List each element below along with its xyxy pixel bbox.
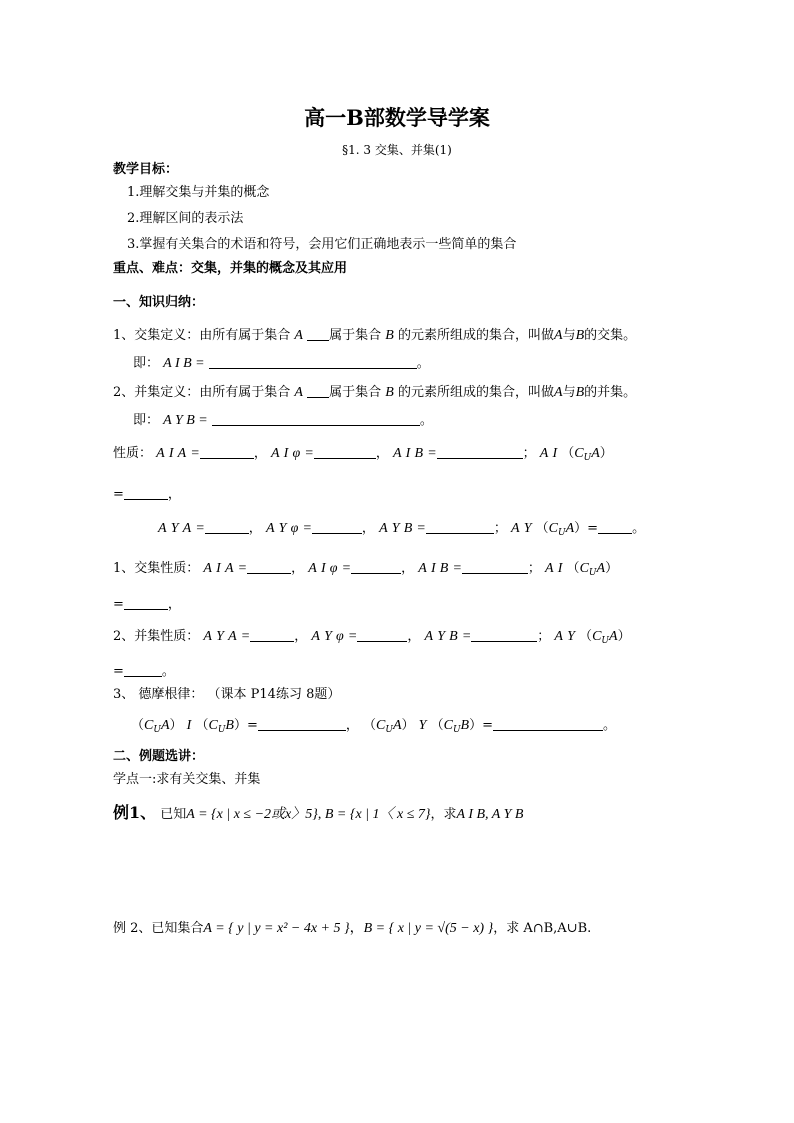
page-title: 高一B部数学导学案: [304, 105, 490, 130]
properties-intersection-row: 性质： A I A = ， A I φ = ， A I B = ； A I $(C_UA)$: [113, 446, 613, 463]
example-1: 例1、 已知A = {x | x ≤ −2或x〉5}, B = {x | 1〈 x ≤ 7}，求A I B, A Y B: [113, 803, 524, 822]
union-properties: 2、并集性质： A Y A = ， A Y φ = ， A Y B = ； A Y $(C_UA)$: [113, 629, 631, 646]
key-points: 重点、难点：交集，并集的概念及其应用: [113, 261, 348, 276]
union-properties-tail: = 。: [113, 664, 175, 679]
section2-heading: 二、例题选讲：: [113, 749, 205, 764]
demorgan-label: 3、 德摩根律： （课本 P14练习 8题）: [113, 687, 341, 702]
union-definition: 2、并集定义：由所有属于集合 A 属于集合 B 的元素所组成的集合，叫做A与B的并集。: [113, 385, 637, 400]
intersection-formula: 即： A I B = 。: [133, 356, 430, 371]
properties-tail: = ，: [113, 487, 181, 502]
example-2: 例 2、已知集合A = { y | y = x² − 4x + 5 }，B = { x | y = √(5 − x) }，求 A∩B,A∪B.: [113, 921, 592, 936]
goals-heading: 教学目标：: [113, 162, 179, 177]
page-subtitle: §1. 3 交集、并集(1): [342, 143, 452, 157]
goal-item-3: 3.掌握有关集合的术语和符号，会用它们正确地表示一些简单的集合: [127, 237, 517, 252]
intersection-properties: 1、交集性质： A I A = ， A I φ = ， A I B = ； A I $(C_UA)$: [113, 561, 619, 578]
intersection-properties-tail: = ，: [113, 597, 181, 612]
study-point-1: 学点一:求有关交集、并集: [113, 772, 261, 787]
goal-item-1: 1.理解交集与并集的概念: [127, 185, 270, 200]
section1-heading: 一、知识归纳：: [113, 295, 205, 310]
properties-union-row: A Y A = ， A Y φ = ， A Y B = ； A Y $(C_UA)=$ 。: [158, 521, 646, 538]
demorgan-formulas: $(C_UA)$ I $(C_UB)=$ ， $(C_UA)$ Y $(C_UB)=$ 。: [131, 718, 617, 735]
union-formula: 即： A Y B = 。: [133, 413, 433, 428]
intersection-definition: 1、交集定义：由所有属于集合 A 属于集合 B 的元素所组成的集合，叫做A与B的交集。: [113, 328, 637, 343]
goal-item-2: 2.理解区间的表示法: [127, 211, 244, 226]
